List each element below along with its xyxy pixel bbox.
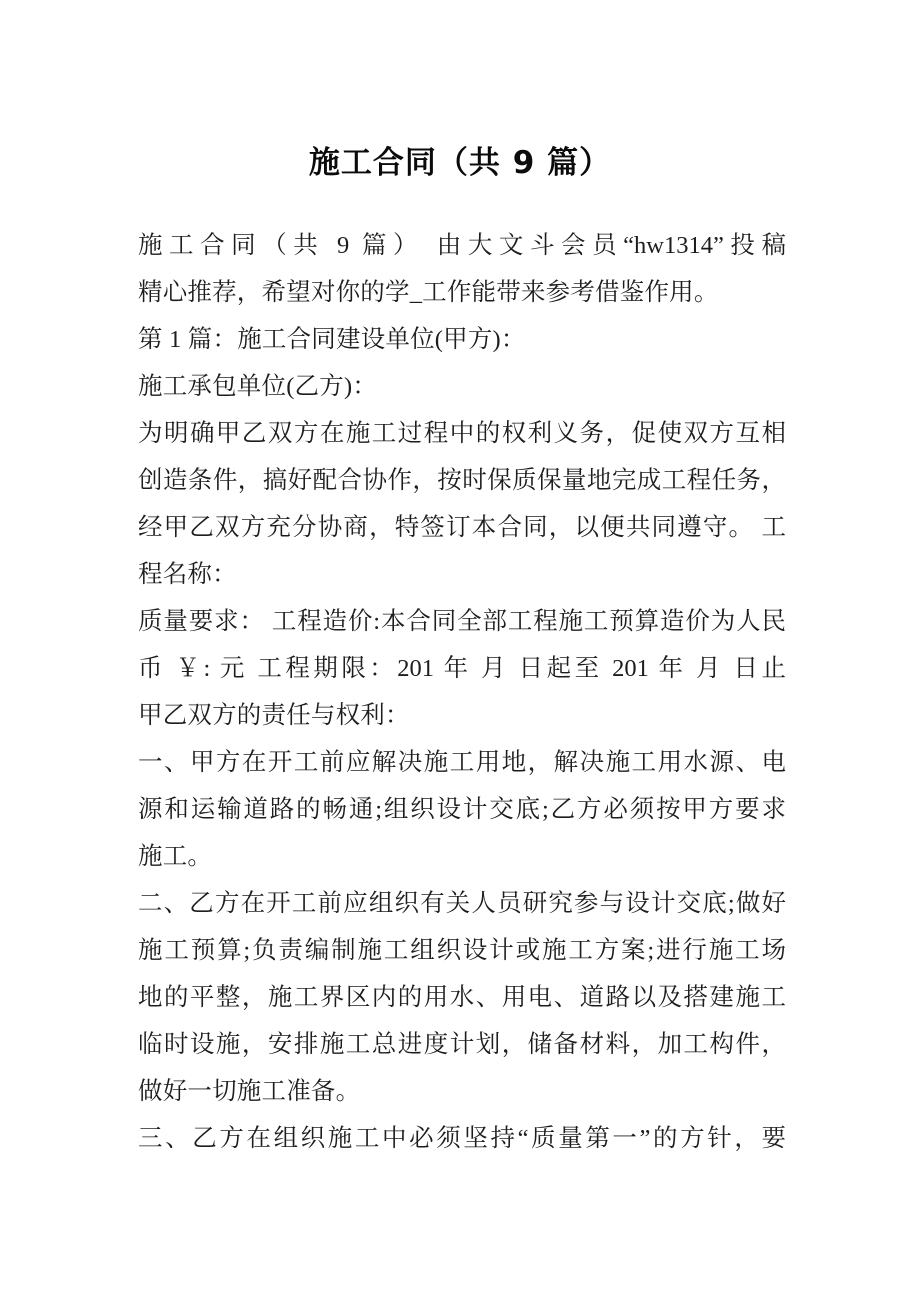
text-line: 精心推荐，希望对你的学_工作能带来参考借鉴作用。 — [138, 279, 719, 306]
text-line: 施工合同（共 9 篇） 由大文斗会员“hw1314”投稿 — [138, 232, 786, 259]
text-line: 为明确甲乙双方在施工过程中的权利义务，促使双方互相 — [138, 420, 786, 447]
text-line: 币 ￥: 元 工程期限：201 年 月 日起至 201 年 月 日止 — [138, 655, 786, 682]
document-body — [138, 222, 786, 1162]
text-line: 临时设施，安排施工总进度计划，储备材料，加工构件， — [138, 1031, 786, 1058]
page-title: 施工合同（共 9 篇） — [308, 145, 612, 181]
text-line: 三、乙方在组织施工中必须坚持“质量第一”的方针，要 — [138, 1125, 786, 1152]
text-line: 程名称： — [138, 561, 237, 588]
text-line: 二、乙方在开工前应组织有关人员研究参与设计交底;做好 — [138, 890, 786, 917]
text-line: 一、甲方在开工前应解决施工用地，解决施工用水源、电 — [138, 749, 786, 776]
text-line: 第 1 篇：施工合同建设单位(甲方)： — [138, 326, 526, 353]
text-line: 施工承包单位(乙方)： — [138, 373, 378, 400]
text-line: 经甲乙双方充分协商，特签订本合同，以便共同遵守。 工 — [138, 514, 786, 541]
text-line: 创造条件，搞好配合协作，按时保质保量地完成工程任务， — [138, 467, 786, 494]
text-line: 做好一切施工准备。 — [138, 1078, 361, 1105]
text-line: 甲乙双方的责任与权利： — [138, 702, 410, 729]
text-line: 地的平整，施工界区内的用水、用电、道路以及搭建施工 — [138, 984, 786, 1011]
text-line: 源和运输道路的畅通;组织设计交底;乙方必须按甲方要求 — [138, 796, 786, 823]
text-line: 施工。 — [138, 843, 213, 870]
text-line: 施工预算;负责编制施工组织设计或施工方案;进行施工场 — [138, 937, 786, 964]
text-line: 质量要求： 工程造价:本合同全部工程施工预算造价为人民 — [138, 608, 786, 635]
